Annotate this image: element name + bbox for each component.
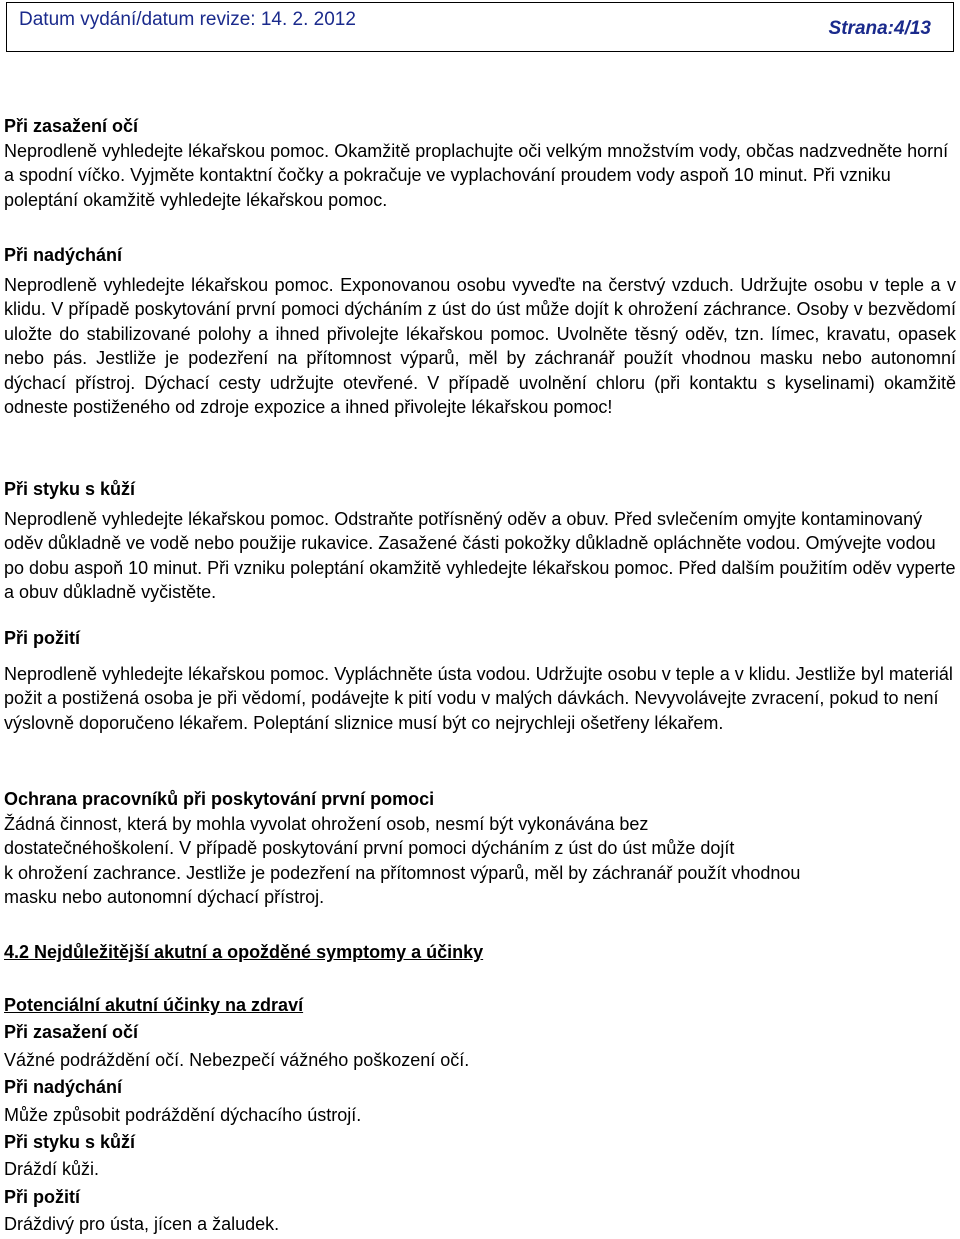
protection-heading: Ochrana pracovníků při poskytování první pomoci	[4, 789, 435, 809]
eyes-text: Neprodleně vyhledejte lékařskou pomoc. Okamžitě proplachujte oči velkým množstvím vody, občas nadzvedněte horní a spodní víčko. Vyjměte kontaktní čočky a pokračuje ve vyplachování proudem vody aspoň 10 minut. Při vzniku poleptání okamžitě vyhledejte lékařskou pomoc.	[4, 140, 949, 210]
protection-line: k ohrožení zachrance. Jestliže je podezření na přítomnost výparů, měl by záchranář použít vhodnou	[4, 862, 801, 883]
section-ingestion	[4, 626, 956, 735]
acute-item-label: Při nadýchání	[4, 1077, 123, 1098]
skin-text: Neprodleně vyhledejte lékařskou pomoc. Odstraňte potřísněný oděv a obuv. Před svlečením omyjte kontaminovaný oděv důkladně ve vodě nebo použije rukavice. Zasažené části pokožky důkladně opláchněte vodou. Omývejte vodou po dobu aspoň 10 minut. Při vzniku poleptání okamžitě vyhledejte lékařskou pomoc. Před dalším použitím oděv vyperte a obuv důkladně vyčistěte.	[4, 508, 956, 602]
revision-date: Datum vydání/datum revize: 14. 2. 2012	[19, 9, 356, 30]
acute-item-text: Může způsobit podráždění dýchacího ústrojí.	[4, 1104, 362, 1125]
section-acute-effects	[4, 992, 956, 1239]
section-skin	[4, 477, 956, 605]
section-protection	[4, 787, 956, 910]
skin-heading: Při styku s kůží	[4, 479, 136, 499]
acute-effects-heading: Potenciální akutní účinky na zdraví	[4, 995, 304, 1015]
inhalation-heading: Při nadýchání	[4, 245, 123, 265]
protection-line: Žádná činnost, která by mohla vyvolat ohrožení osob, nesmí být vykonávána bez	[4, 813, 649, 834]
page-number: Strana:4/13	[828, 18, 931, 39]
protection-line: masku nebo autonomní dýchací přístroj.	[4, 887, 325, 907]
section-eyes	[4, 114, 956, 212]
section-4-2	[4, 940, 956, 965]
acute-item-text: Dráždivý pro ústa, jícen a žaludek.	[4, 1214, 280, 1235]
acute-item-label: Při styku s kůží	[4, 1132, 136, 1153]
acute-item-label: Při zasažení očí	[4, 1022, 139, 1043]
protection-line: dostatečnéhoškolení. V případě poskytování první pomoci dýcháním z úst do úst může dojít	[4, 838, 735, 858]
section-4-2-heading: 4.2 Nejdůležitější akutní a opožděné symptomy a účinky	[4, 942, 484, 962]
document-header	[6, 2, 954, 52]
ingestion-heading: Při požití	[4, 628, 80, 648]
section-inhalation	[4, 243, 956, 420]
acute-item-text: Dráždí kůži.	[4, 1159, 100, 1180]
inhalation-text: Neprodleně vyhledejte lékařskou pomoc. Exponovanou osobu vyveďte na čerstvý vzduch. Udržujte osobu v teple a v klidu. V případě poskytování první pomoci dýcháním z úst do úst může dojít k ohrožení záchrance. Osoby v bezvědomí uložte do stabilizované polohy a ihned přivolejte lékařskou pomoc. Uvolněte těsný oděv, tzn. límec, kravatu, opasek nebo pás. Jestliže je podezření na přítomnost výparů, měl by záchranář použít vhodnou masku nebo autonomní dýchací přístroj. Dýchací cesty udržujte otevřené. V případě uvolnění chloru (při kontaktu s kyselinami) okamžitě odneste postiženého od zdroje expozice a ihned přivolejte lékařskou pomoc!	[4, 274, 956, 417]
ingestion-text: Neprodleně vyhledejte lékařskou pomoc. Vypláchněte ústa vodou. Udržujte osobu v teple a v klidu. Jestliže byl materiál požit a postižená osoba je při vědomí, podávejte k pití vodu v malých dávkách. Nevyvolávejte zvracení, pokud to není výslovně doporučeno lékařem. Poleptání sliznice musí být co nejrychleji ošetřeny lékařem.	[4, 663, 953, 733]
acute-item-label: Při požití	[4, 1186, 80, 1207]
eyes-heading: Při zasažení očí	[4, 116, 139, 136]
acute-item-text: Vážné podráždění očí. Nebezpečí vážného poškození očí.	[4, 1049, 470, 1070]
